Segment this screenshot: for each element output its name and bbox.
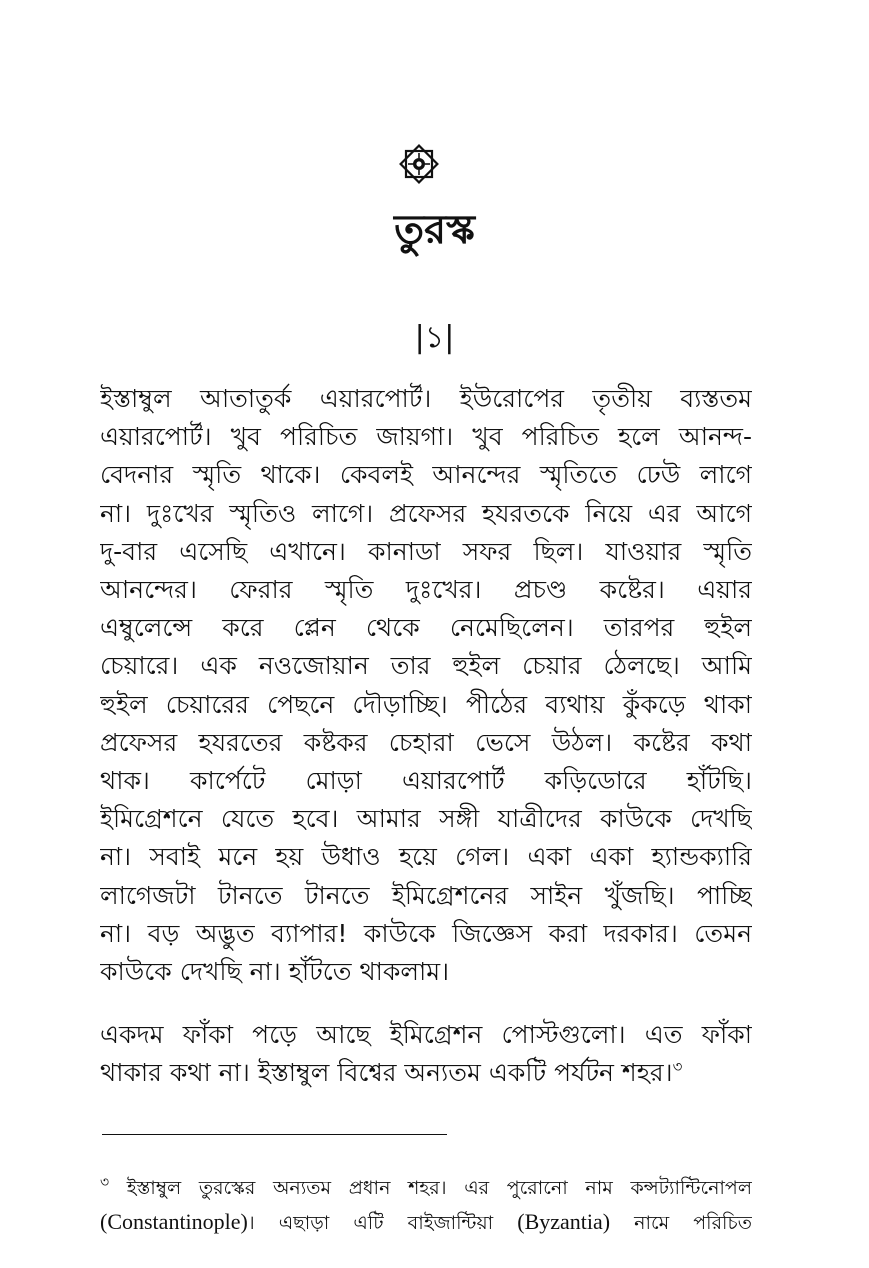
text-line: থাকার কথা না। ইস্তাম্বুল বিশ্বের অন্যতম একটি পর্যটন শহর।: [100, 1058, 673, 1088]
footnote-text: ইস্তাম্বুল তুরস্কের অন্যতম প্রধান শহর। এর পুরোনো নাম কন্সট্যান্টিনোপল: [126, 1177, 752, 1199]
footnote-number: ৩: [100, 1174, 110, 1191]
text-line: এম্বুলেন্সে করে প্লেন থেকে নেমেছিলেন। তারপর হুইল: [100, 613, 752, 643]
footnote-latin-term: (Byzantia): [517, 1209, 611, 1234]
text-line: চেয়ারে। এক নওজোয়ান তার হুইল চেয়ার ঠেলছে। আমি: [100, 651, 752, 681]
octagram-ornament-icon: [397, 142, 441, 186]
text-line: প্রফেসর হযরতের কষ্টকর চেহারা ভেসে উঠল। কষ্টের কথা: [100, 727, 752, 757]
footnote-reference[interactable]: ৩: [672, 1057, 683, 1076]
text-line: লাগেজটা টানতে টানতে ইমিগ্রেশনের সাইন খুঁজছি। পাচ্ছি: [100, 880, 752, 910]
section-number: |১|: [414, 320, 455, 355]
text-line: কাউকে দেখছি না। হাঁটতে থাকলাম।: [100, 957, 450, 987]
footnote-line-1: [100, 1172, 752, 1205]
text-line: থাক। কার্পেটে মোড়া এয়ারপোর্ট কড়িডোরে হাঁটছি।: [100, 766, 752, 796]
text-line-with-footnote: [100, 1054, 752, 1092]
paragraph-1: [100, 380, 752, 991]
chapter-title: তুরস্ক: [394, 207, 475, 253]
footnote-latin-term: (Constantinople): [100, 1209, 248, 1234]
text-line: একদম ফাঁকা পড়ে আছে ইমিগ্রেশন পোস্টগুলো। এত ফাঁকা: [100, 1020, 752, 1049]
footnote-divider: [102, 1134, 447, 1135]
text-line: না। দুঃখের স্মৃতিও লাগে। প্রফেসর হযরতকে নিয়ে এর আগে: [100, 498, 752, 528]
footnote-line-2: [100, 1205, 752, 1240]
footnote-text: নামে পরিচিত: [610, 1212, 752, 1234]
text-line: হুইল চেয়ারের পেছনে দৌড়াচ্ছি। পীঠের ব্যথায় কুঁকড়ে থাকা: [100, 689, 752, 719]
text-line: আনন্দের। ফেরার স্মৃতি দুঃখের। প্রচণ্ড কষ্টের। এয়ার: [100, 575, 752, 605]
text-line: দু-বার এসেছি এখানে। কানাডা সফর ছিল। যাওয়ার স্মৃতি: [100, 536, 752, 566]
text-line: এয়ারপোর্ট। খুব পরিচিত জায়গা। খুব পরিচিত হলে আনন্দ-: [100, 422, 752, 452]
paragraph-2: [100, 1016, 752, 1092]
text-line: বেদনার স্মৃতি থাকে। কেবলই আনন্দের স্মৃতিতে ঢেউ লাগে: [100, 460, 752, 490]
footnote: [100, 1172, 752, 1240]
text-line: না। সবাই মনে হয় উধাও হয়ে গেল। একা একা হ্যান্ডক্যারি: [100, 842, 752, 872]
text-line: না। বড় অদ্ভুত ব্যাপার! কাউকে জিজ্ঞেস করা দরকার। তেমন: [100, 918, 752, 948]
footnote-text: । এছাড়া এটি বাইজান্টিয়া: [247, 1212, 518, 1234]
text-line: ইমিগ্রেশনে যেতে হবে। আমার সঙ্গী যাত্রীদের কাউকে দেখছি: [100, 804, 752, 834]
text-line: ইস্তাম্বুল আতাতুর্ক এয়ারপোর্ট। ইউরোপের তৃতীয় ব্যস্ততম: [100, 384, 752, 413]
